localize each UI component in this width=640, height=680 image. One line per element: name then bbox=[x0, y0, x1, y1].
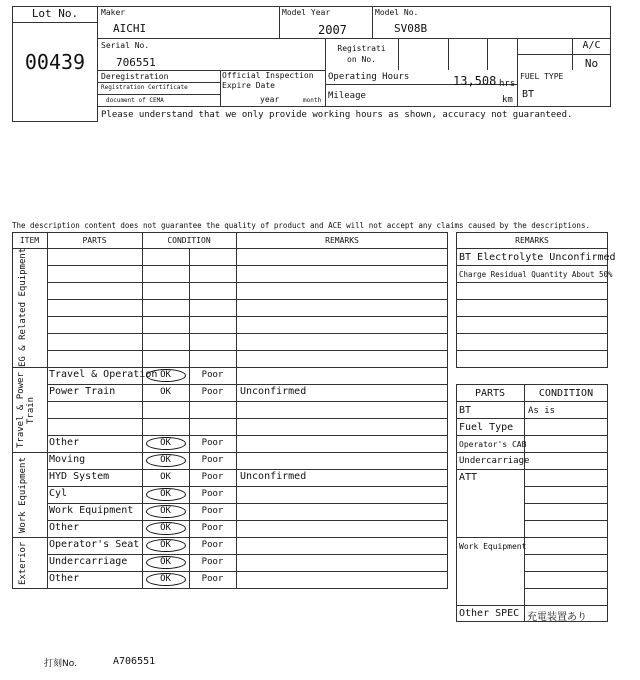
remarks-box-header: REMARKS bbox=[515, 236, 549, 245]
condition-poor: Poor bbox=[201, 489, 224, 499]
parts-header: PARTS bbox=[474, 388, 506, 399]
row-part: Cyl bbox=[49, 488, 68, 499]
deregistration-label: Deregistration bbox=[101, 72, 169, 81]
condition-ok: OK bbox=[160, 506, 171, 516]
row-part: Moving bbox=[49, 454, 86, 465]
condition-poor: Poor bbox=[201, 506, 224, 516]
maker-label: Maker bbox=[101, 8, 126, 17]
registration-label-2: on No. bbox=[347, 55, 376, 64]
condition-poor: Poor bbox=[201, 472, 224, 482]
condition-ok: OK bbox=[160, 523, 171, 533]
condition-poor: Poor bbox=[201, 523, 224, 533]
condition-poor: Poor bbox=[201, 387, 224, 397]
row-remark: Unconfirmed bbox=[240, 386, 307, 397]
model-year-label: Model Year bbox=[282, 8, 331, 17]
serial-value: 706551 bbox=[116, 56, 156, 69]
registration-certificate-label: Registration Certificate bbox=[101, 84, 188, 91]
stamp-label: 打刻No. bbox=[44, 659, 77, 669]
model-no-label: Model No. bbox=[375, 8, 419, 17]
group-exterior-label: Exterior bbox=[18, 541, 28, 586]
mileage-label: Mileage bbox=[328, 91, 366, 101]
ac-value: No bbox=[584, 57, 599, 70]
remarks-line-2: Charge Residual Quantity About 50% bbox=[459, 270, 613, 279]
inspection-label-1: Official Inspection bbox=[222, 71, 314, 80]
parts-operators-cab: Operator's CAB bbox=[459, 440, 527, 449]
cema-document-label: document of CEMA bbox=[106, 97, 164, 104]
condition-ok: OK bbox=[160, 489, 171, 499]
parts-other-spec: Other SPEC bbox=[459, 608, 520, 619]
registration-label-1: Registrati bbox=[337, 44, 386, 53]
parts-bt: BT bbox=[459, 405, 472, 416]
lot-label: Lot No. bbox=[31, 7, 79, 20]
row-part: HYD System bbox=[49, 471, 110, 482]
mileage-unit: km bbox=[502, 95, 513, 105]
condition-poor: Poor bbox=[201, 455, 224, 465]
parts-other-spec-value: 充電装置あり bbox=[527, 612, 587, 623]
condition-ok: OK bbox=[160, 472, 171, 482]
fuel-type-value: BT bbox=[522, 89, 535, 100]
condition-poor: Poor bbox=[201, 540, 224, 550]
operating-hours-label: Operating Hours bbox=[328, 72, 410, 82]
row-remark: Unconfirmed bbox=[240, 471, 307, 482]
row-part: Undercarriage bbox=[49, 556, 128, 567]
condition-ok: OK bbox=[160, 455, 171, 465]
row-part: Work Equipment bbox=[49, 505, 134, 516]
hours-unit: hrs bbox=[499, 79, 516, 89]
parts-bt-condition: As is bbox=[528, 406, 556, 416]
maker-value: AICHI bbox=[113, 22, 147, 35]
remarks-line-1: BT Electrolyte Unconfirmed bbox=[459, 252, 616, 263]
description-notice: The description content does not guarantee the quality of product and ACE will not accept any claims caused by the descriptions. bbox=[12, 221, 590, 230]
condition-ok: OK bbox=[160, 387, 171, 397]
row-part: Other bbox=[49, 522, 80, 533]
model-year-value: 2007 bbox=[318, 23, 347, 37]
model-no-value: SV08B bbox=[394, 22, 428, 35]
parts-fuel-type: Fuel Type bbox=[459, 422, 514, 433]
condition-ok: OK bbox=[160, 438, 171, 448]
inspection-label-2: Expire Date bbox=[222, 81, 275, 90]
condition-poor: Poor bbox=[201, 574, 224, 584]
condition-ok: OK bbox=[160, 557, 171, 567]
condition-ok: OK bbox=[160, 540, 171, 550]
group-travel-label: Travel & Power Train bbox=[16, 372, 36, 448]
header-item: ITEM bbox=[19, 236, 40, 245]
condition-poor: Poor bbox=[201, 370, 224, 380]
condition-poor: Poor bbox=[201, 438, 224, 448]
serial-label: Serial No. bbox=[101, 41, 150, 50]
group-work-label: Work Equipment bbox=[18, 457, 28, 533]
operating-hours-value: 13,508 bbox=[453, 74, 497, 88]
inspection-table bbox=[12, 232, 448, 589]
condition-poor: Poor bbox=[201, 557, 224, 567]
header-parts: PARTS bbox=[82, 236, 107, 245]
stamp-value: A706551 bbox=[113, 656, 156, 667]
row-part: Power Train bbox=[49, 386, 116, 397]
parts-work-equipment: Work Equipment bbox=[459, 542, 527, 551]
condition-ok: OK bbox=[160, 370, 171, 380]
condition-header: CONDITION bbox=[538, 388, 594, 399]
condition-ok: OK bbox=[160, 574, 171, 584]
row-part: Travel & Operation bbox=[49, 369, 158, 380]
hours-notice: Please understand that we only provide working hours as shown, accuracy not guaranteed. bbox=[101, 110, 573, 120]
group-eg-label: EG & Related Equipment bbox=[18, 247, 28, 367]
header-remarks: REMARKS bbox=[325, 236, 359, 245]
parts-undercarriage: Undercarriage bbox=[459, 456, 530, 466]
ac-label: A/C bbox=[582, 40, 601, 51]
row-part: Other bbox=[49, 437, 80, 448]
year-label: year bbox=[260, 95, 280, 104]
month-label: month bbox=[303, 97, 322, 104]
header-condition: CONDITION bbox=[167, 236, 211, 245]
row-part: Operator's Seat bbox=[49, 539, 140, 550]
fuel-type-label: FUEL TYPE bbox=[520, 72, 564, 81]
lot-number: 00439 bbox=[24, 50, 86, 74]
row-part: Other bbox=[49, 573, 80, 584]
parts-att: ATT bbox=[459, 472, 478, 483]
